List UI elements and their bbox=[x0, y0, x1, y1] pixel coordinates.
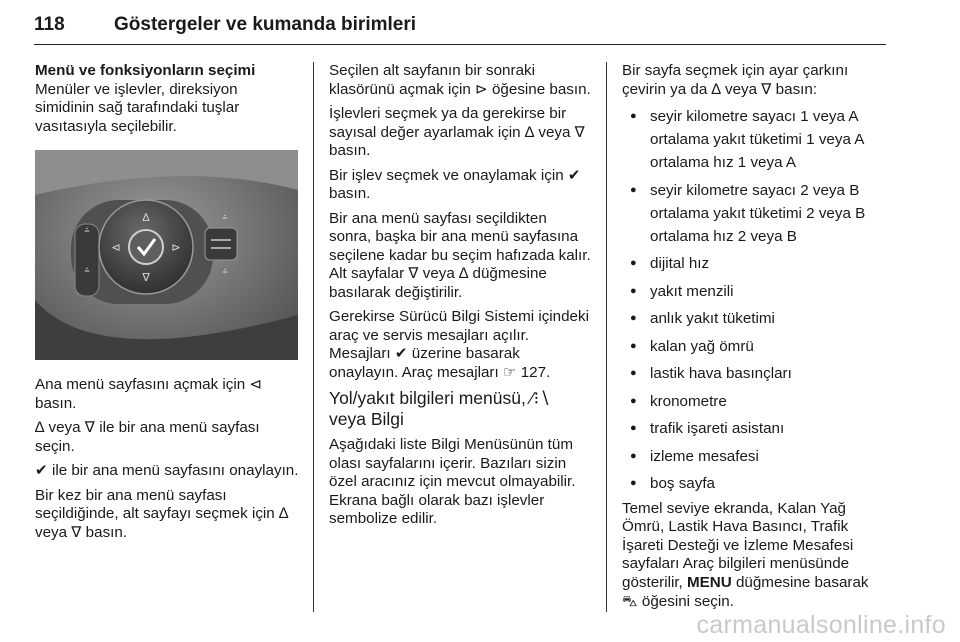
outro-text: düğmesine basarak bbox=[735, 573, 869, 591]
svg-text:⩮: ⩮ bbox=[222, 266, 228, 276]
list-item: ● izleme mesafesi bbox=[622, 445, 887, 468]
paragraph: Bir kez bir ana menü sayfası seçildiğinde, alt sayfayı seçmek için ∆ veya ∇ basın. bbox=[35, 486, 289, 541]
car-icon: ⛍ bbox=[622, 592, 638, 610]
list-item: ● lastik hava basınçları bbox=[622, 362, 887, 385]
svg-text:⩮: ⩮ bbox=[222, 212, 228, 222]
section-title: Yol/yakıt bilgileri menüsü, ∕⁝∖ veya Bilgi bbox=[329, 388, 551, 429]
paragraph: ✔ ile bir ana menü sayfasını onaylayın. bbox=[35, 462, 299, 479]
paragraph: Bir ana menü sayfası seçildikten sonra, başka bir ana menü sayfasına seçilene kadar bu seçim hafızada kalır. Alt sayfalar ∇ veya ∆ düğmesine basılarak değiştirilir. bbox=[329, 209, 591, 301]
info-page-list bbox=[622, 105, 887, 495]
svg-text:⊳: ⊳ bbox=[171, 242, 181, 254]
menu-button-label: MENU bbox=[687, 573, 732, 591]
column-2 bbox=[329, 62, 591, 535]
watermark: carmanualsonline.info bbox=[696, 611, 946, 639]
column-1 bbox=[35, 62, 300, 548]
paragraph: İşlevleri seçmek ya da gerekirse bir sayısal değer ayarlamak için ∆ veya ∇ basın. bbox=[329, 105, 585, 159]
column-3 bbox=[622, 62, 887, 618]
svg-text:∆: ∆ bbox=[142, 212, 150, 224]
page-header bbox=[34, 8, 886, 45]
paragraph: Bir işlev seçmek ve onaylamak için ✔ basın. bbox=[329, 166, 581, 202]
list-item: ● yakıt menzili bbox=[622, 280, 887, 303]
paragraph: Ana menü sayfasını açmak için ⊲ basın. bbox=[35, 376, 263, 412]
list-item: ● seyir kilometre sayacı 1 veya A ortalama yakıt tüketimi 1 veya A ortalama hız 1 veya A bbox=[622, 105, 887, 174]
paragraph: Menüler ve işlevler, direksiyon simidinin sağ tarafındaki tuşlar vasıtasıyla seçilebilir. bbox=[35, 80, 240, 135]
list-item: ● seyir kilometre sayacı 2 veya B ortalama yakıt tüketimi 2 veya B ortalama hız 2 veya B bbox=[622, 179, 887, 248]
section-heading: Menü ve fonksiyonların seçimi bbox=[35, 62, 256, 79]
page-number: 118 bbox=[34, 14, 65, 35]
outro-text: öğesini seçin. bbox=[641, 593, 734, 610]
paragraph: Seçilen alt sayfanın bir sonraki klasörünü açmak için ⊳ öğesine basın. bbox=[329, 62, 591, 98]
outro-text: Temel seviye ekranda, Kalan Yağ Ömrü, Lastik Hava Basıncı, Trafik İşareti Desteği ve İzleme Mesafesi sayfaları Araç bilgileri menüsünde gösterilir, bbox=[622, 499, 854, 591]
page-title: Göstergeler ve kumanda birimleri bbox=[114, 14, 417, 35]
svg-text:⊲: ⊲ bbox=[111, 242, 121, 254]
paragraph: Gerekirse Sürücü Bilgi Sistemi içindeki araç ve servis mesajları açılır. Mesajları ✔ üzerine basarak onaylayın. Araç mesajları ☞ 127. bbox=[329, 308, 589, 381]
svg-text:⩮: ⩮ bbox=[84, 225, 90, 235]
column-divider bbox=[313, 62, 314, 612]
paragraph: Bir sayfa seçmek için ayar çarkını çevirin ya da ∆ veya ∇ basın: bbox=[622, 62, 849, 98]
list-item: ● kalan yağ ömrü bbox=[622, 335, 887, 358]
list-item: ● kronometre bbox=[622, 390, 887, 413]
paragraph: Aşağıdaki liste Bilgi Menüsünün tüm olası sayfalarını içerir. Bazıları sizin özel aracınız için mevcut olmayabilir. Ekrana bağlı olarak bazı işlevler sembolize edilir. bbox=[329, 436, 576, 527]
paragraph: ∆ veya ∇ ile bir ana menü sayfası seçin. bbox=[35, 419, 260, 455]
paragraph bbox=[622, 500, 887, 612]
svg-text:∇: ∇ bbox=[142, 272, 150, 284]
list-item: ● anlık yakıt tüketimi bbox=[622, 307, 887, 330]
list-item: ● trafik işareti asistanı bbox=[622, 417, 887, 440]
list-item: ● boş sayfa bbox=[622, 472, 887, 495]
svg-text:⩮: ⩮ bbox=[84, 265, 90, 275]
list-item: ● dijital hız bbox=[622, 252, 887, 275]
steering-wheel-controls-photo bbox=[35, 150, 298, 360]
column-divider bbox=[606, 62, 607, 612]
